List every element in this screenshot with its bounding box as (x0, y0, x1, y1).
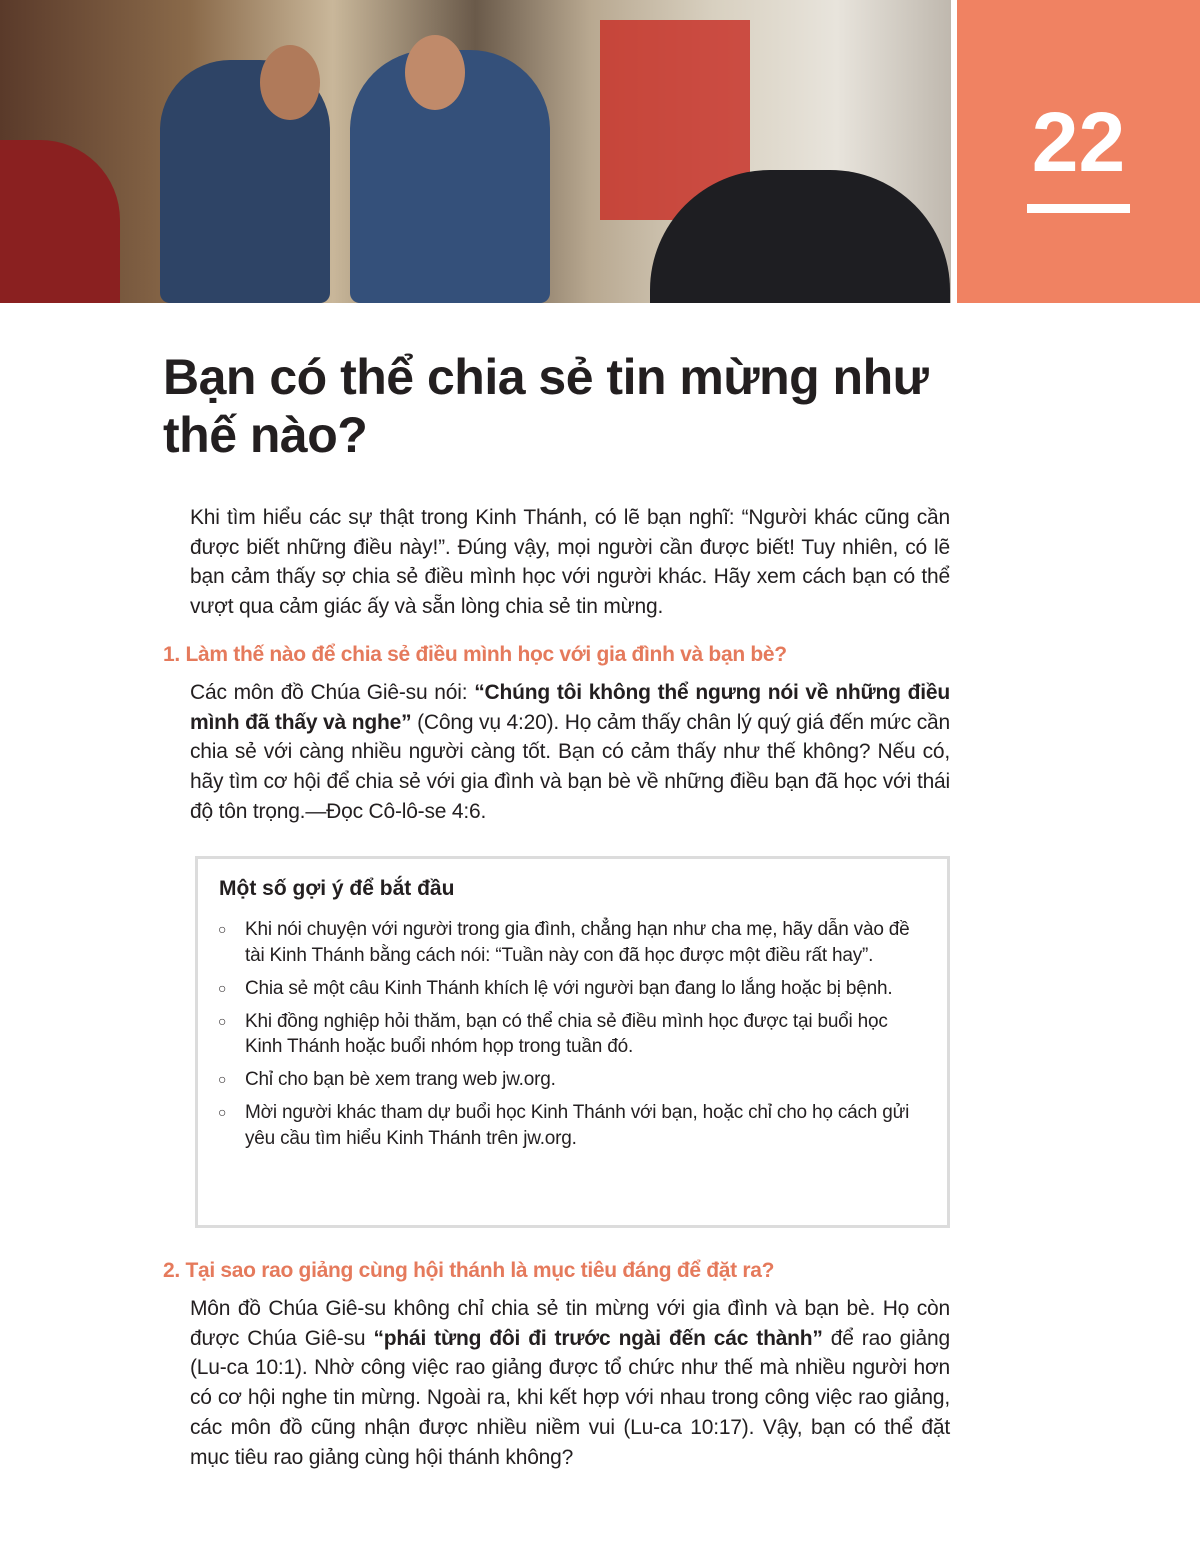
list-item (218, 1100, 918, 1151)
tip-text: Khi đồng nghiệp hỏi thăm, bạn có thể chia sẻ điều mình học được tại buổi học Kinh Thánh hoặc buổi nhóm họp trong tuần đó. (245, 1010, 888, 1057)
chapter-number-underline (1027, 204, 1130, 213)
intro-paragraph: Khi tìm hiểu các sự thật trong Kinh Thánh, có lẽ bạn nghĩ: “Người khác cũng cần được biết những điều này!”. Đúng vậy, mọi người cần được biết! Tuy nhiên, có lẽ bạn cảm thấy sợ chia sẻ điều mình học với người khác. Hãy xem cách bạn có thể vượt qua cảm giác ấy và sẵn lòng chia sẻ tin mừng. (190, 506, 950, 619)
bullet-icon: ○ (218, 979, 227, 996)
section2-paragraph (190, 1294, 950, 1472)
bullet-icon: ○ (218, 1071, 227, 1087)
section1-paragraph (190, 678, 950, 827)
photo-head-left (260, 45, 320, 120)
section1-text: Các môn đồ Chúa Giê-su nói: (190, 681, 475, 704)
section2-quote: “phái từng đôi đi trước ngài đến các thành” (373, 1326, 823, 1350)
header-photo (0, 0, 951, 303)
chapter-number-box (957, 0, 1200, 303)
section1-heading: 1. Làm thế nào để chia sẻ điều mình học với gia đình và bạn bè? (163, 643, 787, 666)
chapter-number: 22 (1031, 95, 1126, 189)
list-item (218, 1009, 918, 1060)
bullet-icon: ○ (218, 921, 227, 937)
photo-head-right (405, 35, 465, 110)
photo-motorcycle-left (0, 140, 120, 303)
section1-quote: “Chúng tôi không thể ngưng nói về những điều mình đã thấy và nghe” (190, 681, 950, 734)
tips-list (218, 917, 918, 1159)
tips-box (195, 856, 950, 1228)
bullet-icon: ○ (218, 1012, 227, 1029)
tip-text: Mời người khác tham dự buổi học Kinh Thánh với bạn, hoặc chỉ cho họ cách gửi yêu cầu tìm hiểu Kinh Thánh trên jw.org. (245, 1102, 910, 1149)
tips-heading: Một số gợi ý để bắt đầu (219, 877, 455, 900)
section2-heading: 2. Tại sao rao giảng cùng hội thánh là mục tiêu đáng để đặt ra? (163, 1259, 775, 1282)
list-item (218, 1067, 918, 1093)
section2-text: Môn đồ Chúa Giê-su không chỉ chia sẻ tin mừng với gia đình và bạn bè. Họ còn được Chúa Giê-su (190, 1297, 950, 1350)
bullet-icon: ○ (218, 1104, 227, 1120)
list-item (218, 976, 918, 1002)
tip-text: Chỉ cho bạn bè xem trang web jw.org. (245, 1069, 556, 1090)
page-title: Bạn có thể chia sẻ tin mừng như thế nào? (163, 349, 929, 463)
section2-text-cont: để rao giảng (Lu-ca 10:1). Nhờ công việc rao giảng được tổ chức như thế mà nhiều người hơn có cơ hội nghe tin mừng. Ngoài ra, khi kết hợp với nhau trong công việc rao giảng, các môn đồ cũng nhận được nhiều niềm vui (Lu-ca 10:17). Vậy, bạn có thể đặt mục tiêu rao giảng cùng hội thánh không? (190, 1326, 950, 1469)
list-item (218, 917, 918, 968)
tip-text: Khi nói chuyện với người trong gia đình, chẳng hạn như cha mẹ, hãy dẫn vào đề tài Kinh Thánh bằng cách nói: “Tuần này con đã học được một điều rất hay”. (245, 919, 910, 966)
tip-text: Chia sẻ một câu Kinh Thánh khích lệ với người bạn đang lo lắng hoặc bị bệnh. (245, 977, 893, 999)
section1-text-cont: (Công vụ 4:20). Họ cảm thấy chân lý quý giá đến mức cần chia sẻ với càng nhiều người càng tốt. Bạn có cảm thấy như thế không? Nếu có, hãy tìm cơ hội để chia sẻ với gia đình và bạn bè về những điều bạn đã học với thái độ tôn trọng.—Đọc Cô-lô-se 4:6. (190, 710, 951, 823)
